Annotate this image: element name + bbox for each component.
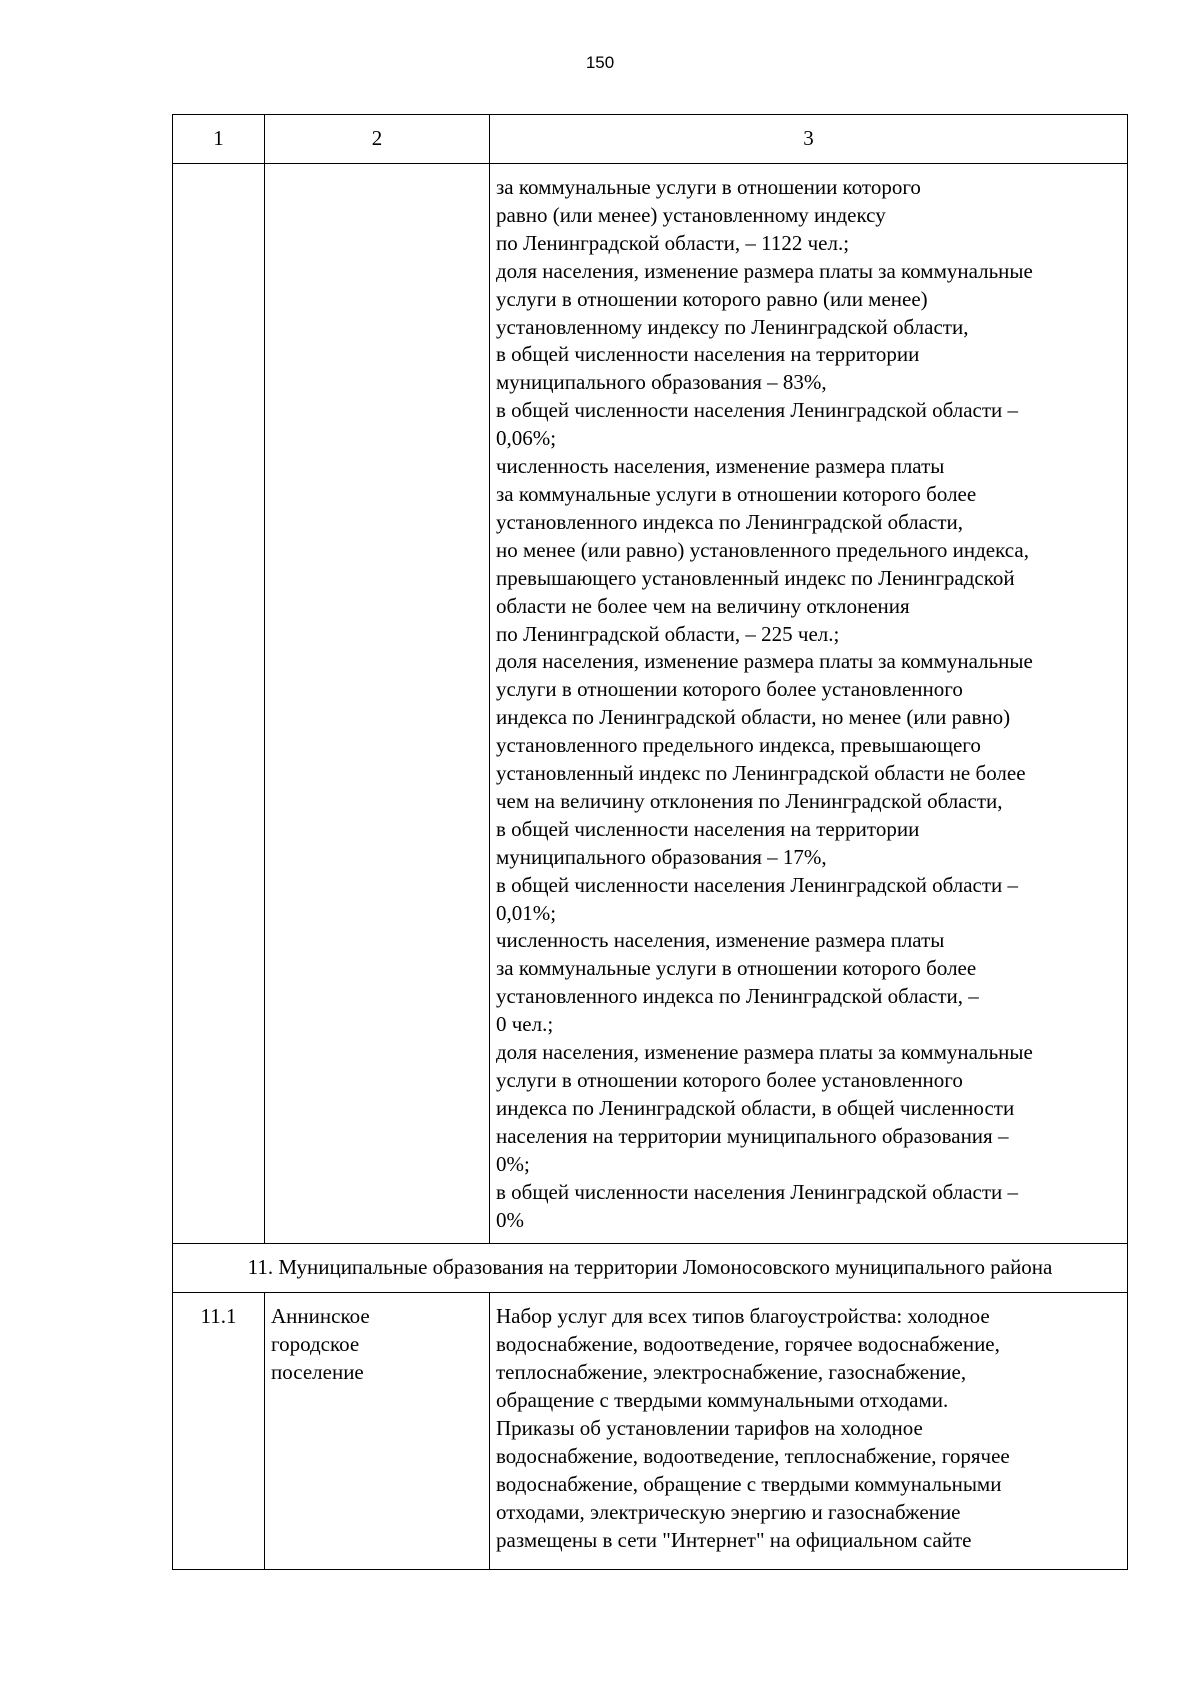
data-table <box>172 114 1128 1570</box>
table-section-row <box>173 1244 1128 1293</box>
continuation-col-1 <box>173 164 265 1244</box>
continuation-col-2 <box>265 164 490 1244</box>
municipality-description: Набор услуг для всех типов благоустройства: холодное водоснабжение, водоотведение, горячее водоснабжение, теплоснабжение, электроснабжение, газоснабжение, обращение с твердыми коммунальными отходами. Приказы об установлении тарифов на холодное водоснабжение, водоотведение, теплоснабжение, горячее водоснабжение, обращение с твердыми коммунальными отходами, электрическую энергию и газоснабжение размещены в сети "Интернет" на официальном сайте <box>490 1293 1128 1569</box>
section-title: 11. Муниципальные образования на территории Ломоносовского муниципального района <box>173 1244 1128 1293</box>
table-header-row <box>173 115 1128 164</box>
header-col-1: 1 <box>173 115 265 164</box>
municipality-name: Аннинское городское поселение <box>265 1293 490 1569</box>
header-col-2: 2 <box>265 115 490 164</box>
page-number: 150 <box>585 53 615 72</box>
continuation-col-3: за коммунальные услуги в отношении которого равно (или менее) установленному индексу по Ленинградской области, – 1122 чел.; доля населения, изменение размера платы за коммунальные услуги в отношении которого равно (или менее) установленному индексу по Ленинградской области, в общей численности населения на территории муниципального образования – 83%, в общей численности населения Ленинградской области – 0,06%; численность населения, изменение размера платы за коммунальные услуги в отношении которого более установленного индекса по Ленинградской области, но менее (или равно) установленного предельного индекса, превышающего установленный индекс по Ленинградской области не более чем на величину отклонения по Ленинградской области, – 225 чел.; доля населения, изменение размера платы за коммунальные услуги в отношении которого более установленного индекса по Ленинградской области, но менее (или равно) установленного предельного индекса, превышающего установленный индекс по Ленинградской области не более чем на величину отклонения по Ленинградской области, в общей численности населения на территории муниципального образования – 17%, в общей численности населения Ленинградской области – 0,01%; численность населения, изменение размера платы за коммунальные услуги в отношении которого более установленного индекса по Ленинградской области, – 0 чел.; доля населения, изменение размера платы за коммунальные услуги в отношении которого более установленного индекса по Ленинградской области, в общей численности населения на территории муниципального образования – 0%; в общей численности населения Ленинградской области – 0% <box>490 164 1128 1244</box>
row-number: 11.1 <box>173 1293 265 1569</box>
table-row-11-1 <box>173 1293 1128 1569</box>
header-col-3: 3 <box>490 115 1128 164</box>
table-row-continuation <box>173 164 1128 1244</box>
